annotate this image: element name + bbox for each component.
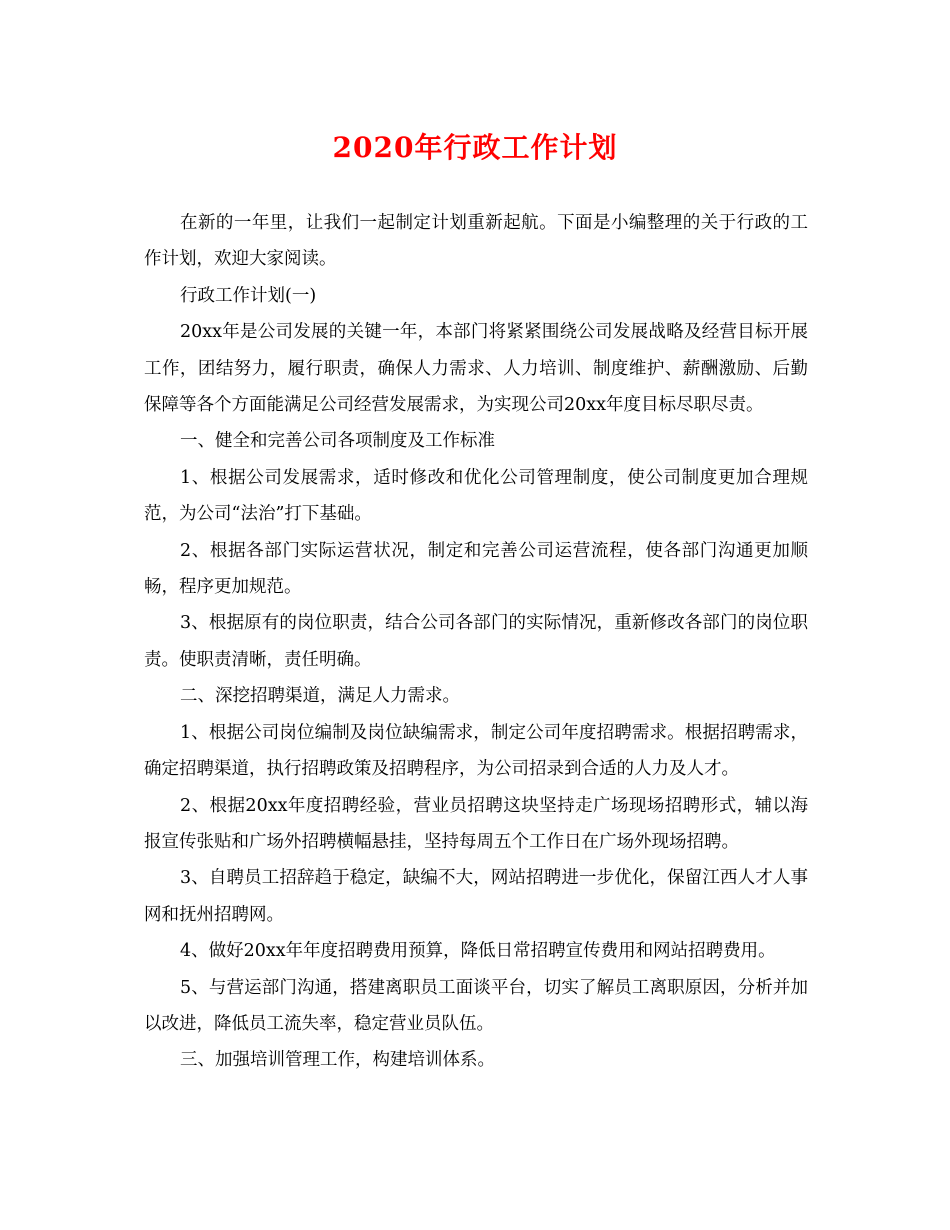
document-body: [144, 205, 808, 1079]
list-item: 5、与营运部门沟通，搭建离职员工面谈平台，切实了解员工离职原因，分析并加以改进，降低员工流失率，稳定营业员队伍。: [144, 977, 808, 1034]
list-item: 2、根据20xx年度招聘经验，营业员招聘这块坚持走广场现场招聘形式，辅以海报宣传张贴和广场外招聘横幅悬挂，坚持每周五个工作日在广场外现场招聘。: [144, 795, 808, 852]
list-item: 2、根据各部门实际运营状况，制定和完善公司运营流程，使各部门沟通更加顺畅，程序更加规范。: [144, 540, 808, 598]
intro-paragraph: 在新的一年里，让我们一起制定计划重新起航。下面是小编整理的关于行政的工作计划，欢迎大家阅读。: [144, 213, 808, 270]
section-heading-two: 二、深挖招聘渠道，满足人力需求。: [180, 686, 460, 707]
list-item: 1、根据公司发展需求，适时修改和优化公司管理制度，使公司制度更加合理规范，为公司“法治”打下基础。: [144, 467, 808, 525]
section-heading-one: 一、健全和完善公司各项制度及工作标准: [180, 431, 495, 452]
list-item: 4、做好20xx年年度招聘费用预算，降低日常招聘宣传费用和网站招聘费用。: [180, 941, 776, 962]
overview-paragraph: 20xx年是公司发展的关键一年，本部门将紧紧围绕公司发展战略及经营目标开展工作，团结努力，履行职责，确保人力需求、人力培训、制度维护、薪酬激励、后勤保障等各个方面能满足公司经营发展需求，为实现公司20xx年度目标尽职尽责。: [144, 322, 808, 416]
list-item: 1、根据公司岗位编制及岗位缺编需求，制定公司年度招聘需求。根据招聘需求，确定招聘渠道，执行招聘政策及招聘程序，为公司招录到合适的人力及人才。: [144, 722, 808, 780]
document-title: 2020年行政工作计划: [332, 131, 618, 164]
list-item: 3、根据原有的岗位职责，结合公司各部门的实际情况，重新修改各部门的岗位职责。使职责清晰，责任明确。: [144, 613, 808, 670]
section-heading-plan-one: 行政工作计划(一): [180, 285, 317, 306]
section-heading-three: 三、加强培训管理工作，构建培训体系。: [180, 1050, 495, 1071]
list-item: 3、自聘员工招辞趋于稳定，缺编不大，网站招聘进一步优化，保留江西人才人事网和抚州招聘网。: [144, 868, 808, 925]
